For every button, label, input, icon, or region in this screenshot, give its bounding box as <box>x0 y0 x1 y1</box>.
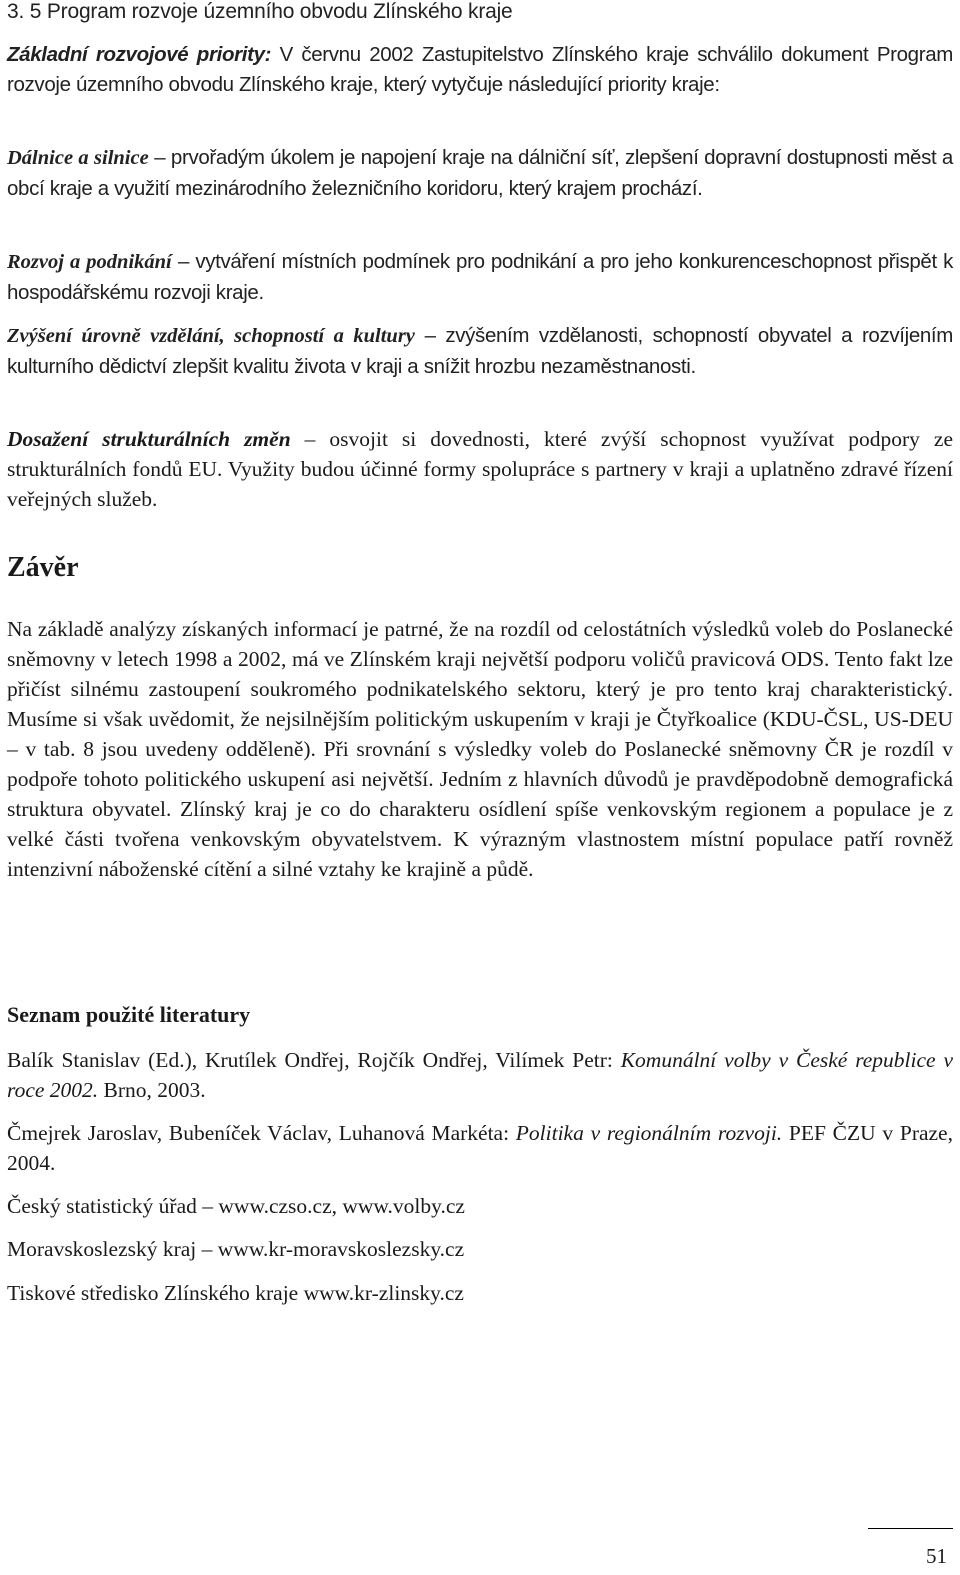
section-heading: 3. 5 Program rozvoje územního obvodu Zlínského kraje <box>7 0 513 23</box>
priority-lead: Rozvoj a podnikání <box>7 251 172 273</box>
reference-authors: Balík Stanislav (Ed.), Krutílek Ondřej, Rojčík Ondřej, Vilímek Petr: <box>7 1048 621 1072</box>
priority-item <box>7 424 953 514</box>
priority-item <box>7 247 953 307</box>
priority-text: – osvojit si dovednosti, které zvýší schopnost využívat podpory ze strukturálních fondů EU. Využity budou účinné formy spolupráce s partnery v kraji a uplatněno zdravé řízení veřejných služeb. <box>7 427 953 511</box>
priority-text: – prvořadým úkolem je napojení kraje na dálniční síť, zlepšení dopravní dostupnosti měst a obcí kraje a využití mezinárodního železničního koridoru, který krajem prochází. <box>7 146 953 200</box>
intro-text: V červnu 2002 Zastupitelstvo Zlínského kraje schválilo dokument Program rozvoje územního obvodu Zlínského kraje, který vytyčuje následující priority kraje: <box>7 43 953 96</box>
conclusion-paragraph: Na základě analýzy získaných informací je patrné, že na rozdíl od celostátních výsledků voleb do Poslanecké sněmovny v letech 1998 a 2002, má ve Zlínském kraji největší podporu voličů pravicová ODS. Tento fakt lze přičíst silnému zastoupení soukromého podnikatelského sektoru, který je pro tento kraj charakteristický. Musíme si však uvědomit, že nejsilnějším politickým uskupením v kraji je Čtyřkoalice (KDU-ČSL, US-DEU – v tab. 8 jsou uvedeny odděleně). Při srovnání s výsledky voleb do Poslanecké sněmovny ČR je rozdíl v podpoře tohoto politického uskupení asi největší. Jedním z hlavních důvodů je pravděpodobně demografická struktura obyvatel. Zlínský kraj je co do charakteru osídlení spíše venkovským regionem a populace je z velké části tvořena venkovským obyvatelstvem. K výrazným vlastnostem místní populace patří rovněž intenzivní náboženské cítění a silné vztahy ke krajině a půdě. <box>7 617 953 881</box>
intro-paragraph <box>7 40 953 99</box>
reference-item <box>7 1045 953 1105</box>
reference-title: Politika v regionálním rozvoji. <box>515 1121 783 1145</box>
reference-item <box>7 1234 953 1264</box>
footer-rule <box>868 1528 953 1529</box>
page-number: 51 <box>926 1544 947 1568</box>
reference-title: Komunální volby v České republice v roce 2002. <box>7 1048 954 1102</box>
priority-lead: Dosažení strukturálních změn <box>7 427 291 451</box>
reference-publisher: PEF ČZU v Praze, 2004. <box>7 1121 953 1175</box>
reference-text: Moravskoslezský kraj – www.kr-moravskoslezsky.cz <box>7 1237 465 1261</box>
reference-item <box>7 1278 953 1308</box>
intro-lead: Základní rozvojové priority: <box>7 43 272 66</box>
literature-heading: Seznam použité literatury <box>7 1002 251 1027</box>
reference-text: Tiskové středisko Zlínského kraje www.kr-zlinsky.cz <box>7 1281 464 1305</box>
priority-text: – zvýšením vzdělanosti, schopností obyvatel a rozvíjením kulturního dědictví zlepšit kvalitu života v kraji a snížit hrozbu nezaměstnanosti. <box>7 324 953 378</box>
conclusion-heading: Závěr <box>7 552 79 583</box>
priority-text: – vytváření místních podmínek pro podnikání a pro jeho konkurenceschopnost přispět k hospodářskému rozvoji kraje. <box>7 250 953 304</box>
priority-lead: Zvýšení úrovně vzdělání, schopností a kultury <box>7 325 415 347</box>
reference-item <box>7 1118 953 1178</box>
priority-lead: Dálnice a silnice <box>7 147 149 169</box>
reference-authors: Čmejrek Jaroslav, Bubeníček Václav, Luhanová Markéta: <box>7 1121 516 1145</box>
priority-item <box>7 321 953 381</box>
priority-item <box>7 143 953 203</box>
reference-item <box>7 1191 953 1221</box>
reference-text: Český statistický úřad – www.czso.cz, www.volby.cz <box>7 1194 465 1218</box>
reference-publisher: Brno, 2003. <box>98 1078 206 1102</box>
